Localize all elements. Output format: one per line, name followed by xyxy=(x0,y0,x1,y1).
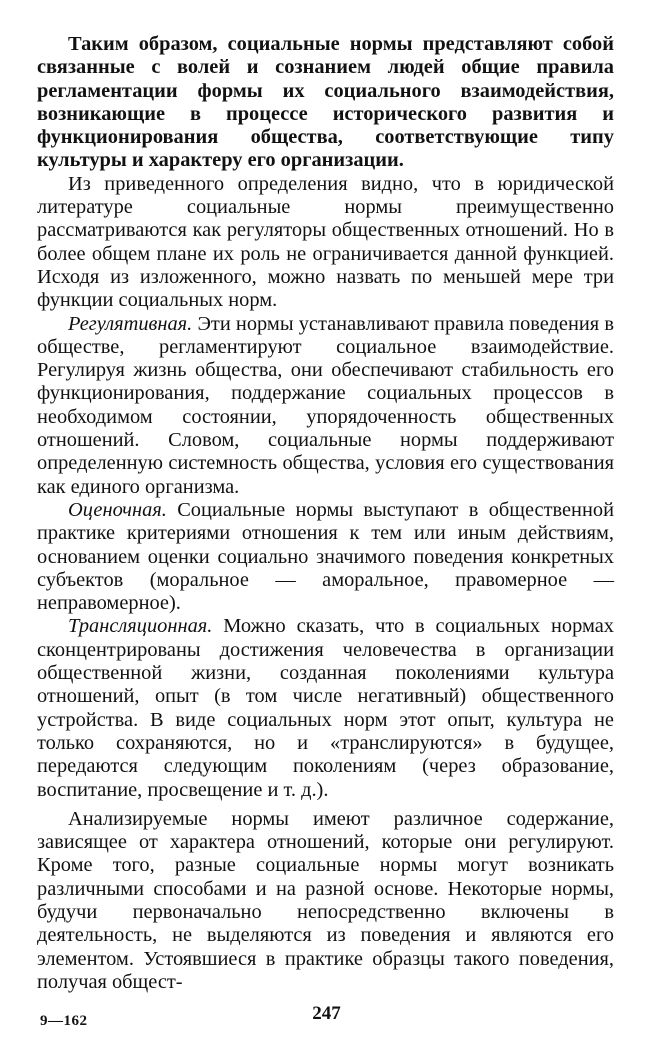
paragraph-norm-content xyxy=(37,808,614,994)
paragraph-text: Социальные нормы выступают в общественной практике критериями отношения к тем или иным действиям, основанием оценки социально значимого поведения конкретных субъектов (моральное — аморальное, правомерное — неправомерное). xyxy=(37,498,614,615)
paragraph-legal-literature xyxy=(37,173,614,313)
paragraph-text: Таким образом, социальные нормы представляют собой связанные с волей и сознанием людей общие правила регламентации формы их социального взаимодействия, возникающие в процессе исторического развития и функционирования общества, соответствующие типу культуры и характеру его организации. xyxy=(37,33,614,172)
paragraph-translational-function xyxy=(37,615,614,801)
paragraph-definition xyxy=(37,33,614,173)
paragraph-lead-term: Регулятивная. xyxy=(68,312,193,335)
paragraph-text: Анализируемые нормы имеют различное содержание, зависящее от характера отношений, которые они регулируют. Кроме того, разные социальные нормы могут возникать различными способами и на разной основе. Некоторые нормы, будучи первоначально непосредственно включены в деятельность, не выделяются из поведения и являются его элементом. Устоявшиеся в практике образцы такого поведения, получая общест- xyxy=(37,807,614,993)
paragraph-text: Можно сказать, что в социальных нормах сконцентрированы достижения человечества в организации общественной жизни, созданная поколениями культура отношений, опыт (в том числе негативный) общественного устройства. В виде социальных норм этот опыт, культура не только сохраняются, но и «транслируются» в будущее, передаются следующим поколениям (через образование, воспитание, просвещение и т. д.). xyxy=(37,615,614,801)
paragraph-text: Из приведенного определения видно, что в юридической литературе социальные нормы преимущественно рассматриваются как регуляторы общественных отношений. Но в более общем плане их роль не ограничивается данной функцией. Исходя из изложенного, можно назвать по меньшей мере три функции социальных норм. xyxy=(37,172,614,312)
printer-signature-mark: 9—162 xyxy=(40,1013,88,1029)
page-number: 247 xyxy=(312,1003,341,1024)
paragraph-regulative-function xyxy=(37,313,614,499)
paragraph-evaluative-function xyxy=(37,499,614,615)
paragraph-lead-term: Оценочная. xyxy=(68,498,167,521)
paragraph-text: Эти нормы устанавливают правила поведения в обществе, регламентируют социальное взаимодействие. Регулируя жизнь общества, они обеспечивают стабильность его функционирования, поддержание социальных процессов в необходимом состоянии, упорядоченность общественных отношений. Словом, социальные нормы поддерживают определенную системность общества, условия его существования как единого организма. xyxy=(37,312,614,498)
body-text xyxy=(37,33,614,994)
paragraph-lead-term: Трансляционная. xyxy=(68,615,213,638)
